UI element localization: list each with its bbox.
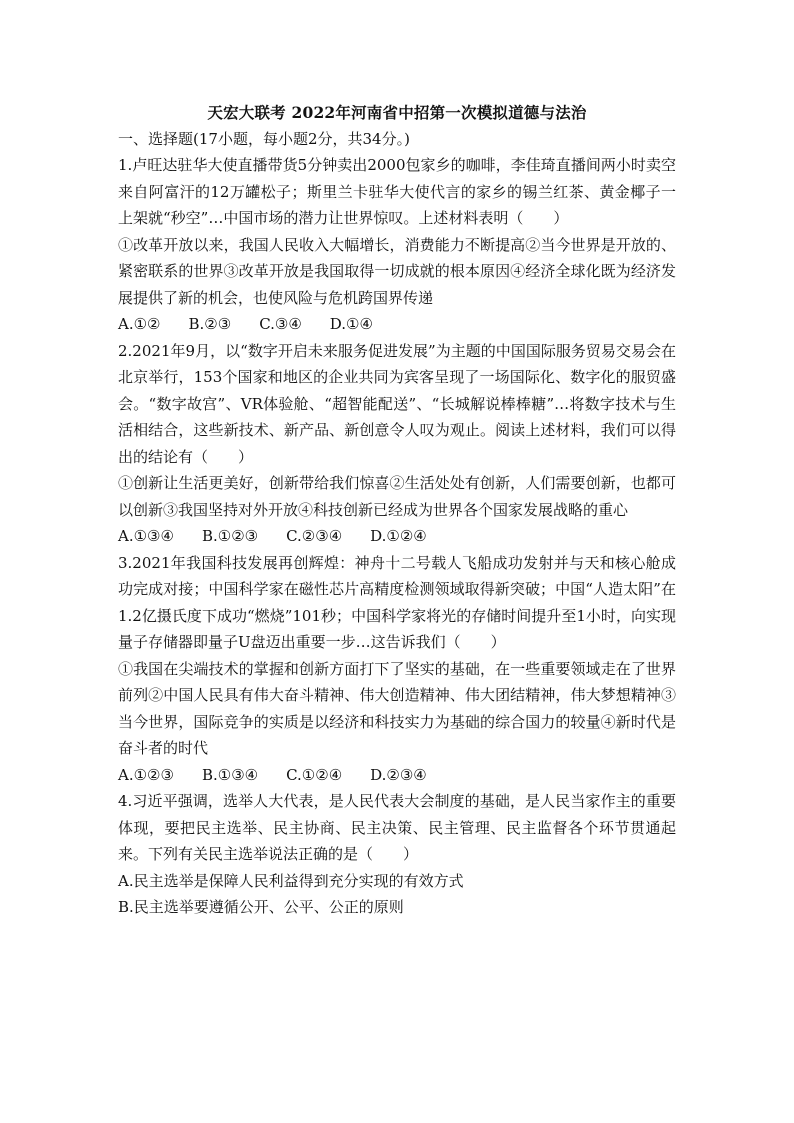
option-c: C.①②④ [286, 765, 343, 784]
option-c: C.②③④ [286, 527, 343, 545]
option-b: B.②③ [188, 315, 232, 333]
exam-page [118, 100, 676, 921]
option-b: B.民主选举要遵循公开、公平、公正的原则 [118, 898, 404, 916]
question-stem: 2.2021年9月，以“数字开启未来服务促进发展”为主题的中国国际服务贸易交易会在北京举行，153个国家和地区的企业共同为宾客呈现了一场国际化、数字化的服贸盛会。“数字故宫”、VR体验舱、“超智能配送”、“长城解说棒棒糖”…将数字技术与生活相结合，这些新技术、新产品、新创意令人叹为观止。阅读上述材料，我们可以得出的结论有（ ） [118, 341, 676, 466]
option-d: D.①②④ [370, 527, 427, 545]
option-b: B.①②③ [201, 527, 259, 545]
option-a: A.民主选举是保障人民利益得到充分实现的有效方式 [118, 871, 464, 890]
section-heading: 一、选择题(17小题，每小题2分，共34分。) [118, 130, 410, 148]
question-stem: 4.习近平强调，选举人大代表，是人民代表大会制度的基础，是人民当家作主的重要体现，要把民主选举、民主协商、民主决策、民主管理、民主监督各个环节贯通起来。下列有关民主选举说法正确的是（ ） [118, 792, 676, 863]
question-2 [118, 338, 676, 550]
answer-options [118, 762, 676, 789]
option-a: A.①② [118, 315, 161, 333]
option-d: D.②③④ [370, 765, 427, 784]
question-stem: 1.卢旺达驻华大使直播带货5分钟卖出2000包家乡的咖啡，李佳琦直播间两小时卖空来自阿富汗的12万罐松子；斯里兰卡驻华大使代言的家乡的锡兰红茶、黄金椰子一上架就“秒空”…中国市场的潜力让世界惊叹。上述材料表明（ ） [118, 156, 676, 227]
option-c: C.③④ [259, 315, 302, 333]
question-statements: ①改革开放以来，我国人民收入大幅增长，消费能力不断提高②当今世界是开放的、紧密联系的世界③改革开放是我国取得一切成就的根本原因④经济全球化既为经济发展提供了新的机会，也使风险与危机跨国界传递 [118, 235, 676, 307]
option-b: B.①③④ [201, 765, 259, 784]
option-a: A.①②③ [118, 765, 174, 784]
option-d: D.①④ [329, 315, 373, 333]
option-a: A.①③④ [118, 527, 174, 545]
question-4 [118, 788, 676, 921]
question-3 [118, 550, 676, 789]
exam-title: 天宏大联考 2022年河南省中招第一次模拟道德与法治 [207, 103, 587, 122]
question-1 [118, 152, 676, 338]
question-stem: 3.2021年我国科技发展再创辉煌：神舟十二号载人飞船成功发射并与天和核心舱成功完成对接；中国科学家在磁性芯片高精度检测领域取得新突破；中国“人造太阳”在1.2亿摄氏度下成功“燃烧”101秒；中国科学家将光的存储时间提升至1小时，向实现量子存储器即量子U盘迈出重要一步…这告诉我们（ ） [118, 553, 676, 651]
question-statements: ①我国在尖端技术的掌握和创新方面打下了坚实的基础，在一些重要领域走在了世界前列②中国人民具有伟大奋斗精神、伟大创造精神、伟大团结精神，伟大梦想精神③当今世界，国际竞争的实质是以经济和科技实力为基础的综合国力的较量④新时代是奋斗者的时代 [118, 659, 676, 757]
answer-options [118, 311, 676, 338]
answer-options [118, 523, 676, 550]
question-statements: ①创新让生活更美好，创新带给我们惊喜②生活处处有创新，人们需要创新，也都可以创新③我国坚持对外开放④科技创新已经成为世界各个国家发展战略的重心 [118, 474, 676, 519]
